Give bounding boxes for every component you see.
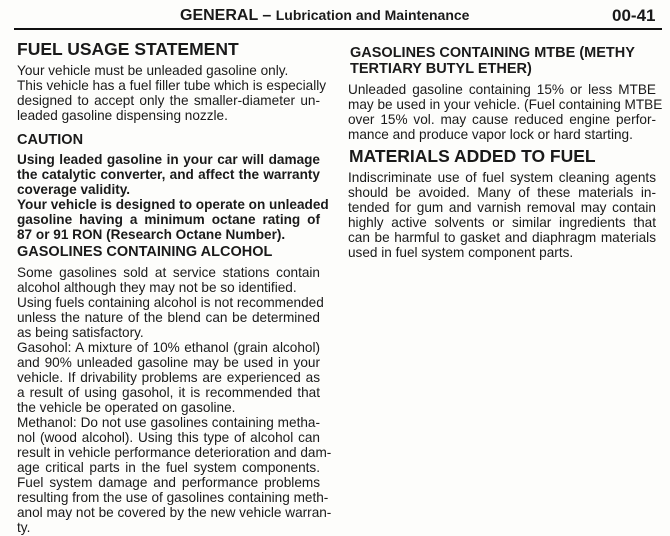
body-line: over 15% vol. may cause reduced engine perfor- [348, 112, 656, 127]
body-line: may be used in your vehicle. (Fuel containing MTBE [348, 97, 663, 112]
body-line: should be avoided. Many of these materials in- [348, 185, 656, 200]
body-line: gasoline having a minimum octane rating of [17, 212, 320, 227]
body-line: can be harmful to gasket and diaphragm materials [348, 230, 656, 245]
body-line: Methanol: Do not use gasolines containing metha- [17, 415, 320, 430]
body-line: highly active solvents or similar ingredients that [348, 215, 656, 230]
heading-alcohol: GASOLINES CONTAINING ALCOHOL [17, 244, 273, 260]
body-line: designed to accept only the smaller-diameter un- [17, 93, 320, 108]
body-line: nol (wood alcohol). Using this type of alcohol can [17, 430, 320, 445]
body-line: 87 or 91 RON (Research Octane Number). [17, 227, 286, 242]
body-line: Your vehicle is designed to operate on unleaded [17, 197, 329, 212]
page-number: 00-41 [612, 6, 656, 25]
body-line: resulting from the use of gasolines containing meth- [17, 490, 329, 505]
body-line: Using leaded gasoline in your car will damage [17, 152, 320, 167]
body-line: ty. [17, 520, 31, 535]
body-line: age critical parts in the fuel system components. [17, 460, 320, 475]
body-line: Indiscriminate use of fuel system cleaning agents [348, 170, 656, 185]
heading-materials: MATERIALS ADDED TO FUEL [349, 146, 596, 166]
body-line: tended for gum and varnish removal may contain [348, 200, 656, 215]
body-line: and 90% unleaded gasoline may be used in your [17, 355, 320, 370]
body-line: the catalytic converter, and affect the warranty [17, 167, 320, 182]
page-header-title [180, 7, 469, 25]
body-line: Gasohol: A mixture of 10% ethanol (grain alcohol) [17, 340, 320, 355]
body-line: leaded gasoline dispensing nozzle. [17, 108, 228, 123]
section-subtitle: Lubrication and Maintenance [275, 7, 470, 23]
body-line: alcohol although they may not be so identified. [17, 280, 297, 295]
body-line: the vehicle be operated on gasoline. [17, 400, 236, 415]
body-line: mance and produce vapor lock or hard starting. [348, 127, 633, 142]
body-line: Unleaded gasoline containing 15% or less MTBE [348, 82, 656, 97]
body-line: Your vehicle must be unleaded gasoline only. [17, 63, 289, 78]
body-line: Fuel system damage and performance problems [17, 475, 320, 490]
body-line: This vehicle has a fuel filler tube which is especially [17, 78, 327, 93]
heading-mtbe: GASOLINES CONTAINING MTBE (METHY [350, 45, 635, 61]
body-line: vehicle. If drivability problems are experienced as [17, 370, 320, 385]
body-line: as being satisfactory. [17, 325, 144, 340]
body-line: unless the nature of the blend can be determined [17, 310, 320, 325]
section-title: GENERAL [180, 7, 258, 24]
body-line: used in fuel system component parts. [348, 245, 574, 260]
body-line: Some gasolines sold at service stations contain [17, 265, 320, 280]
heading-fuel-usage: FUEL USAGE STATEMENT [17, 39, 239, 59]
body-line: result in vehicle performance deterioration and dam- [17, 445, 332, 460]
header-rule [14, 28, 662, 30]
heading-mtbe: TERTIARY BUTYL ETHER) [350, 61, 532, 77]
body-line: Using fuels containing alcohol is not recommended [17, 295, 324, 310]
body-line: a result of using gasohol, it is recommended that [17, 385, 320, 400]
body-line: anol may not be covered by the new vehicle warran- [17, 505, 332, 520]
title-separator: – [262, 7, 272, 24]
body-line: coverage validity. [17, 182, 131, 197]
heading-caution: CAUTION [17, 132, 84, 148]
